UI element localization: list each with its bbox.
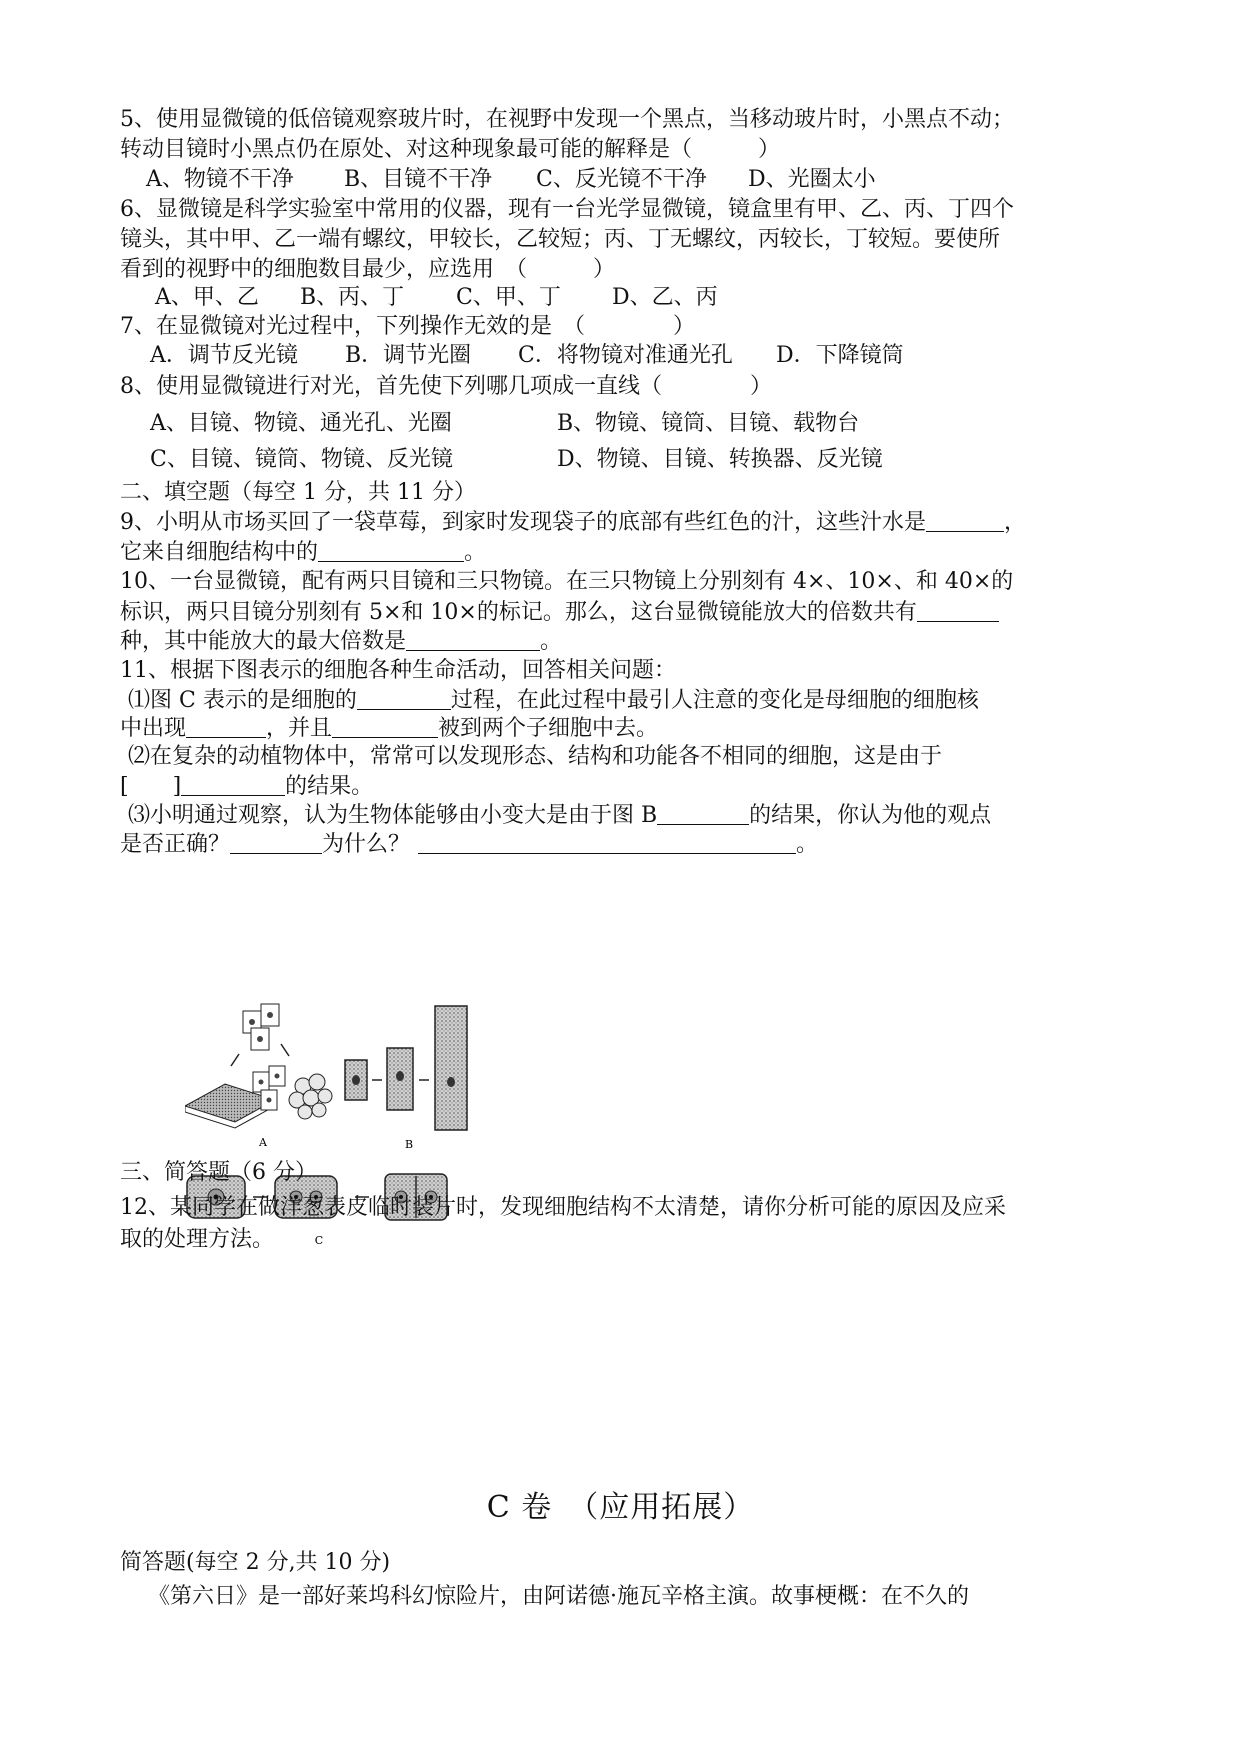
q11-p1-text-b: 过程，在此过程中最引人注意的变化是母细胞的细胞核	[450, 688, 979, 713]
q11-part2-line2	[120, 771, 373, 802]
q9-text-d: 。	[464, 540, 487, 565]
q10-text-c: 。	[540, 629, 563, 654]
q10-text-a: 标识，两只目镜分别刻有 5×和 10×的标记。那么，这台显微镜能放大的倍数共有	[120, 600, 917, 625]
q9-text-a: 9、小明从市场买回了一袋草莓，到家时发现袋子的底部有些红色的汁，这些汁水是	[120, 510, 926, 535]
q12-line2: 取的处理方法。	[120, 1227, 275, 1252]
q7-option-b: B．调节光圈	[345, 343, 472, 368]
cells-group-top	[243, 1004, 279, 1050]
q11-p3-text-c: 是否正确？	[120, 832, 231, 857]
q11-p3-text-e: 。	[796, 832, 819, 857]
q7-option-d: D．下降镜筒	[776, 343, 904, 368]
q8-option-a: A、目镜、物镜、通光孔、光圈	[150, 411, 452, 436]
q11-blank-7[interactable]	[418, 829, 796, 854]
section-fill-in-heading: 二、填空题（每空 1 分，共 11 分）	[120, 480, 476, 505]
q8-option-c: C、目镜、镜筒、物镜、反光镜	[150, 447, 453, 472]
q11-p2-text-c: 的结果。	[285, 774, 374, 799]
part-c-passage: 《第六日》是一部好莱坞科幻惊险片，由阿诺德·施瓦辛格主演。故事梗概：在不久的	[148, 1584, 969, 1609]
q8-stem: 8、使用显微镜进行对光，首先使下列哪几项成一直线（ ）	[120, 374, 772, 399]
q7-stem: 7、在显微镜对光过程中，下列操作无效的是 （ ）	[120, 314, 695, 339]
section-short-answer-heading: 三、简答题（6 分）	[120, 1160, 317, 1185]
q11-part1-line2	[120, 713, 658, 744]
q9-line1	[120, 507, 1026, 538]
q11-p1-text-d: ，并且	[266, 716, 333, 741]
q10-line1: 10、一台显微镜，配有两只目镜和三只物镜。在三只物镜上分别刻有 4×、10×、和 40×的	[120, 569, 1014, 594]
q11-blank-2[interactable]	[186, 713, 266, 738]
q5-option-c: C、反光镜不干净	[536, 167, 707, 192]
figure-part-b	[345, 1006, 467, 1151]
figure-label-c: C	[314, 1234, 324, 1247]
q5-stem-line1: 5、使用显微镜的低倍镜观察玻片时，在视野中发现一个黑点，当移动玻片时，小黑点不动；	[120, 107, 1015, 132]
q9-line2	[120, 537, 486, 568]
q11-blank-4[interactable]	[181, 771, 285, 796]
q9-blank-1[interactable]	[926, 507, 1004, 532]
q11-p3-text-b: 的结果，你认为他的观点	[749, 803, 992, 828]
q11-part3-line2	[120, 829, 818, 860]
q11-part3-line1	[128, 800, 991, 831]
q11-p1-text-a: ⑴图 C 表示的是细胞的	[128, 688, 357, 713]
q7-option-c: C．将物镜对准通光孔	[518, 343, 733, 368]
part-c-title: C 卷 （应用拓展）	[486, 1490, 755, 1525]
q6-option-c: C、甲、丁	[456, 285, 561, 310]
q6-stem-line3: 看到的视野中的细胞数目最少，应选用 （ ）	[120, 257, 616, 282]
q11-p3-text-a: ⑶小明通过观察，认为生物体能够由小变大是由于图 B	[128, 803, 658, 828]
q9-blank-2[interactable]	[318, 537, 464, 562]
part-c-subheading: 简答题(每空 2 分,共 10 分)	[120, 1550, 391, 1575]
q11-p3-text-d: 为什么？	[322, 832, 411, 857]
q6-stem-line2: 镜头，其中甲、乙一端有螺纹，甲较长，乙较短；丙、丁无螺纹，丙较长，丁较短。要使所	[120, 227, 1001, 252]
q9-text-c: 它来自细胞结构中的	[120, 540, 319, 565]
q6-stem-line1: 6、显微镜是科学实验室中常用的仪器，现有一台光学显微镜，镜盒里有甲、乙、丙、丁四个	[120, 197, 1015, 222]
cell-cluster	[289, 1074, 332, 1119]
q11-p2-bracket: [ ]	[120, 774, 182, 799]
q6-option-d: D、乙、丙	[612, 285, 718, 310]
q11-blank-3[interactable]	[332, 713, 438, 738]
q5-option-b: B、目镜不干净	[344, 167, 493, 192]
q5-option-d: D、光圈太小	[748, 167, 876, 192]
q11-p1-text-e: 被到两个子细胞中去。	[438, 716, 659, 741]
q9-text-b: ，	[1004, 510, 1027, 535]
q6-option-b: B、丙、丁	[300, 285, 405, 310]
q10-blank-1[interactable]	[917, 597, 999, 622]
figure-part-a	[185, 1004, 332, 1149]
q10-blank-2[interactable]	[406, 626, 540, 651]
q8-option-b: B、物镜、镜筒、目镜、载物台	[557, 411, 860, 436]
figure-label-b: B	[404, 1138, 414, 1151]
q10-line3	[120, 626, 562, 657]
q10-text-b: 种，其中能放大的最大倍数是	[120, 629, 407, 654]
q11-stem: 11、根据下图表示的细胞各种生命活动，回答相关问题：	[120, 658, 676, 683]
q10-line2	[120, 597, 999, 628]
q8-option-d: D、物镜、目镜、转换器、反光镜	[557, 447, 883, 472]
q11-blank-5[interactable]	[657, 800, 749, 825]
q11-part1-line1	[128, 685, 979, 716]
q12-line1: 12、某同学在做洋葱表皮临时装片时，发现细胞结构不太清楚，请你分析可能的原因及应采	[120, 1195, 1006, 1220]
q11-p1-text-c: 中出现	[120, 716, 187, 741]
q11-blank-1[interactable]	[357, 685, 451, 710]
q7-option-a: A．调节反光镜	[150, 343, 298, 368]
q11-blank-6[interactable]	[230, 829, 322, 854]
q11-part2-line1: ⑵在复杂的动植物体中，常常可以发现形态、结构和功能各不相同的细胞，这是由于	[128, 744, 943, 769]
q5-option-a: A、物镜不干净	[146, 167, 294, 192]
figure-label-a: A	[259, 1136, 267, 1149]
q6-option-a: A、甲、乙	[155, 285, 259, 310]
q5-stem-line2: 转动目镜时小黑点仍在原处、对这种现象最可能的解释是（ ）	[120, 137, 781, 162]
